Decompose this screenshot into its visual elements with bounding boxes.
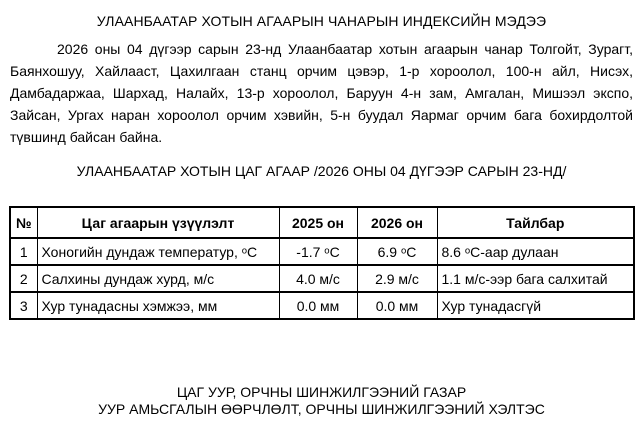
weather-table — [9, 206, 635, 320]
table-row — [10, 292, 634, 319]
weather-heading: УЛААНБААТАР ХОТЫН ЦАГ АГААР /2026 ОНЫ 04 ДҮГЭЭР САРЫН 23-НД/ — [76, 163, 567, 179]
column-header-2026: 2026 он — [357, 207, 437, 238]
document-page — [0, 13, 643, 443]
footer-org-line: ЦАГ УУР, ОРЧНЫ ШИНЖИЛГЭЭНИЙ ГАЗАР — [176, 384, 467, 400]
table-row — [10, 238, 634, 265]
cell-note: Хур тунадасгүй — [437, 292, 634, 319]
column-header-2025: 2025 он — [279, 207, 357, 238]
intro-paragraph: 2026 оны 04 дүгээр сарын 23-нд Улаанбаатар хотын агаарын чанар Толгойт, Зурагт, Баянхошуу, Хайлааст, Цахилгаан станц орчим цэвэр, 1-р хороолол, 100-н айл, Нисэх, Дамбадаржаа, Шархад, Налайх, 13-р хороолол, Баруун 4-н зам, Амгалан, Мишээл экспо, Зайсан, Ургах наран хороолол орчим хэвийн, 5-н буудал Яармаг орчим бага бохирдолтой түвшинд байсан байна. — [10, 41, 633, 145]
cell-2026-value: 2.9 м/с — [357, 265, 437, 292]
cell-row-number: 2 — [10, 265, 37, 292]
cell-2025-value: 0.0 мм — [279, 292, 357, 319]
cell-indicator: Хур тунадасны хэмжээ, мм — [37, 292, 279, 319]
table-row — [10, 265, 634, 292]
cell-indicator: Салхины дундаж хурд, м/с — [37, 265, 279, 292]
cell-note: 8.6 ᵒС-аар дулаан — [437, 238, 634, 265]
cell-note: 1.1 м/с-ээр бага салхитай — [437, 265, 634, 292]
cell-2025-value: 4.0 м/с — [279, 265, 357, 292]
cell-indicator: Хоногийн дундаж температур, ᵒС — [37, 238, 279, 265]
cell-2026-value: 0.0 мм — [357, 292, 437, 319]
footer-division-line: УУР АМЬСГАЛЫН ӨӨРЧЛӨЛТ, ОРЧНЫ ШИНЖИЛГЭЭНИЙ ХЭЛТЭС — [98, 401, 545, 417]
cell-2025-value: -1.7 ᵒС — [279, 238, 357, 265]
cell-row-number: 3 — [10, 292, 37, 319]
document-title: УЛААНБААТАР ХОТЫН АГААРЫН ЧАНАРЫН ИНДЕКСИЙН МЭДЭЭ — [96, 13, 547, 29]
table-header-row — [10, 207, 634, 238]
cell-row-number: 1 — [10, 238, 37, 265]
column-header-no: № — [10, 207, 37, 238]
column-header-note: Тайлбар — [437, 207, 634, 238]
document-footer — [0, 384, 643, 418]
column-header-indicator: Цаг агаарын үзүүлэлт — [37, 207, 279, 238]
cell-2026-value: 6.9 ᵒС — [357, 238, 437, 265]
